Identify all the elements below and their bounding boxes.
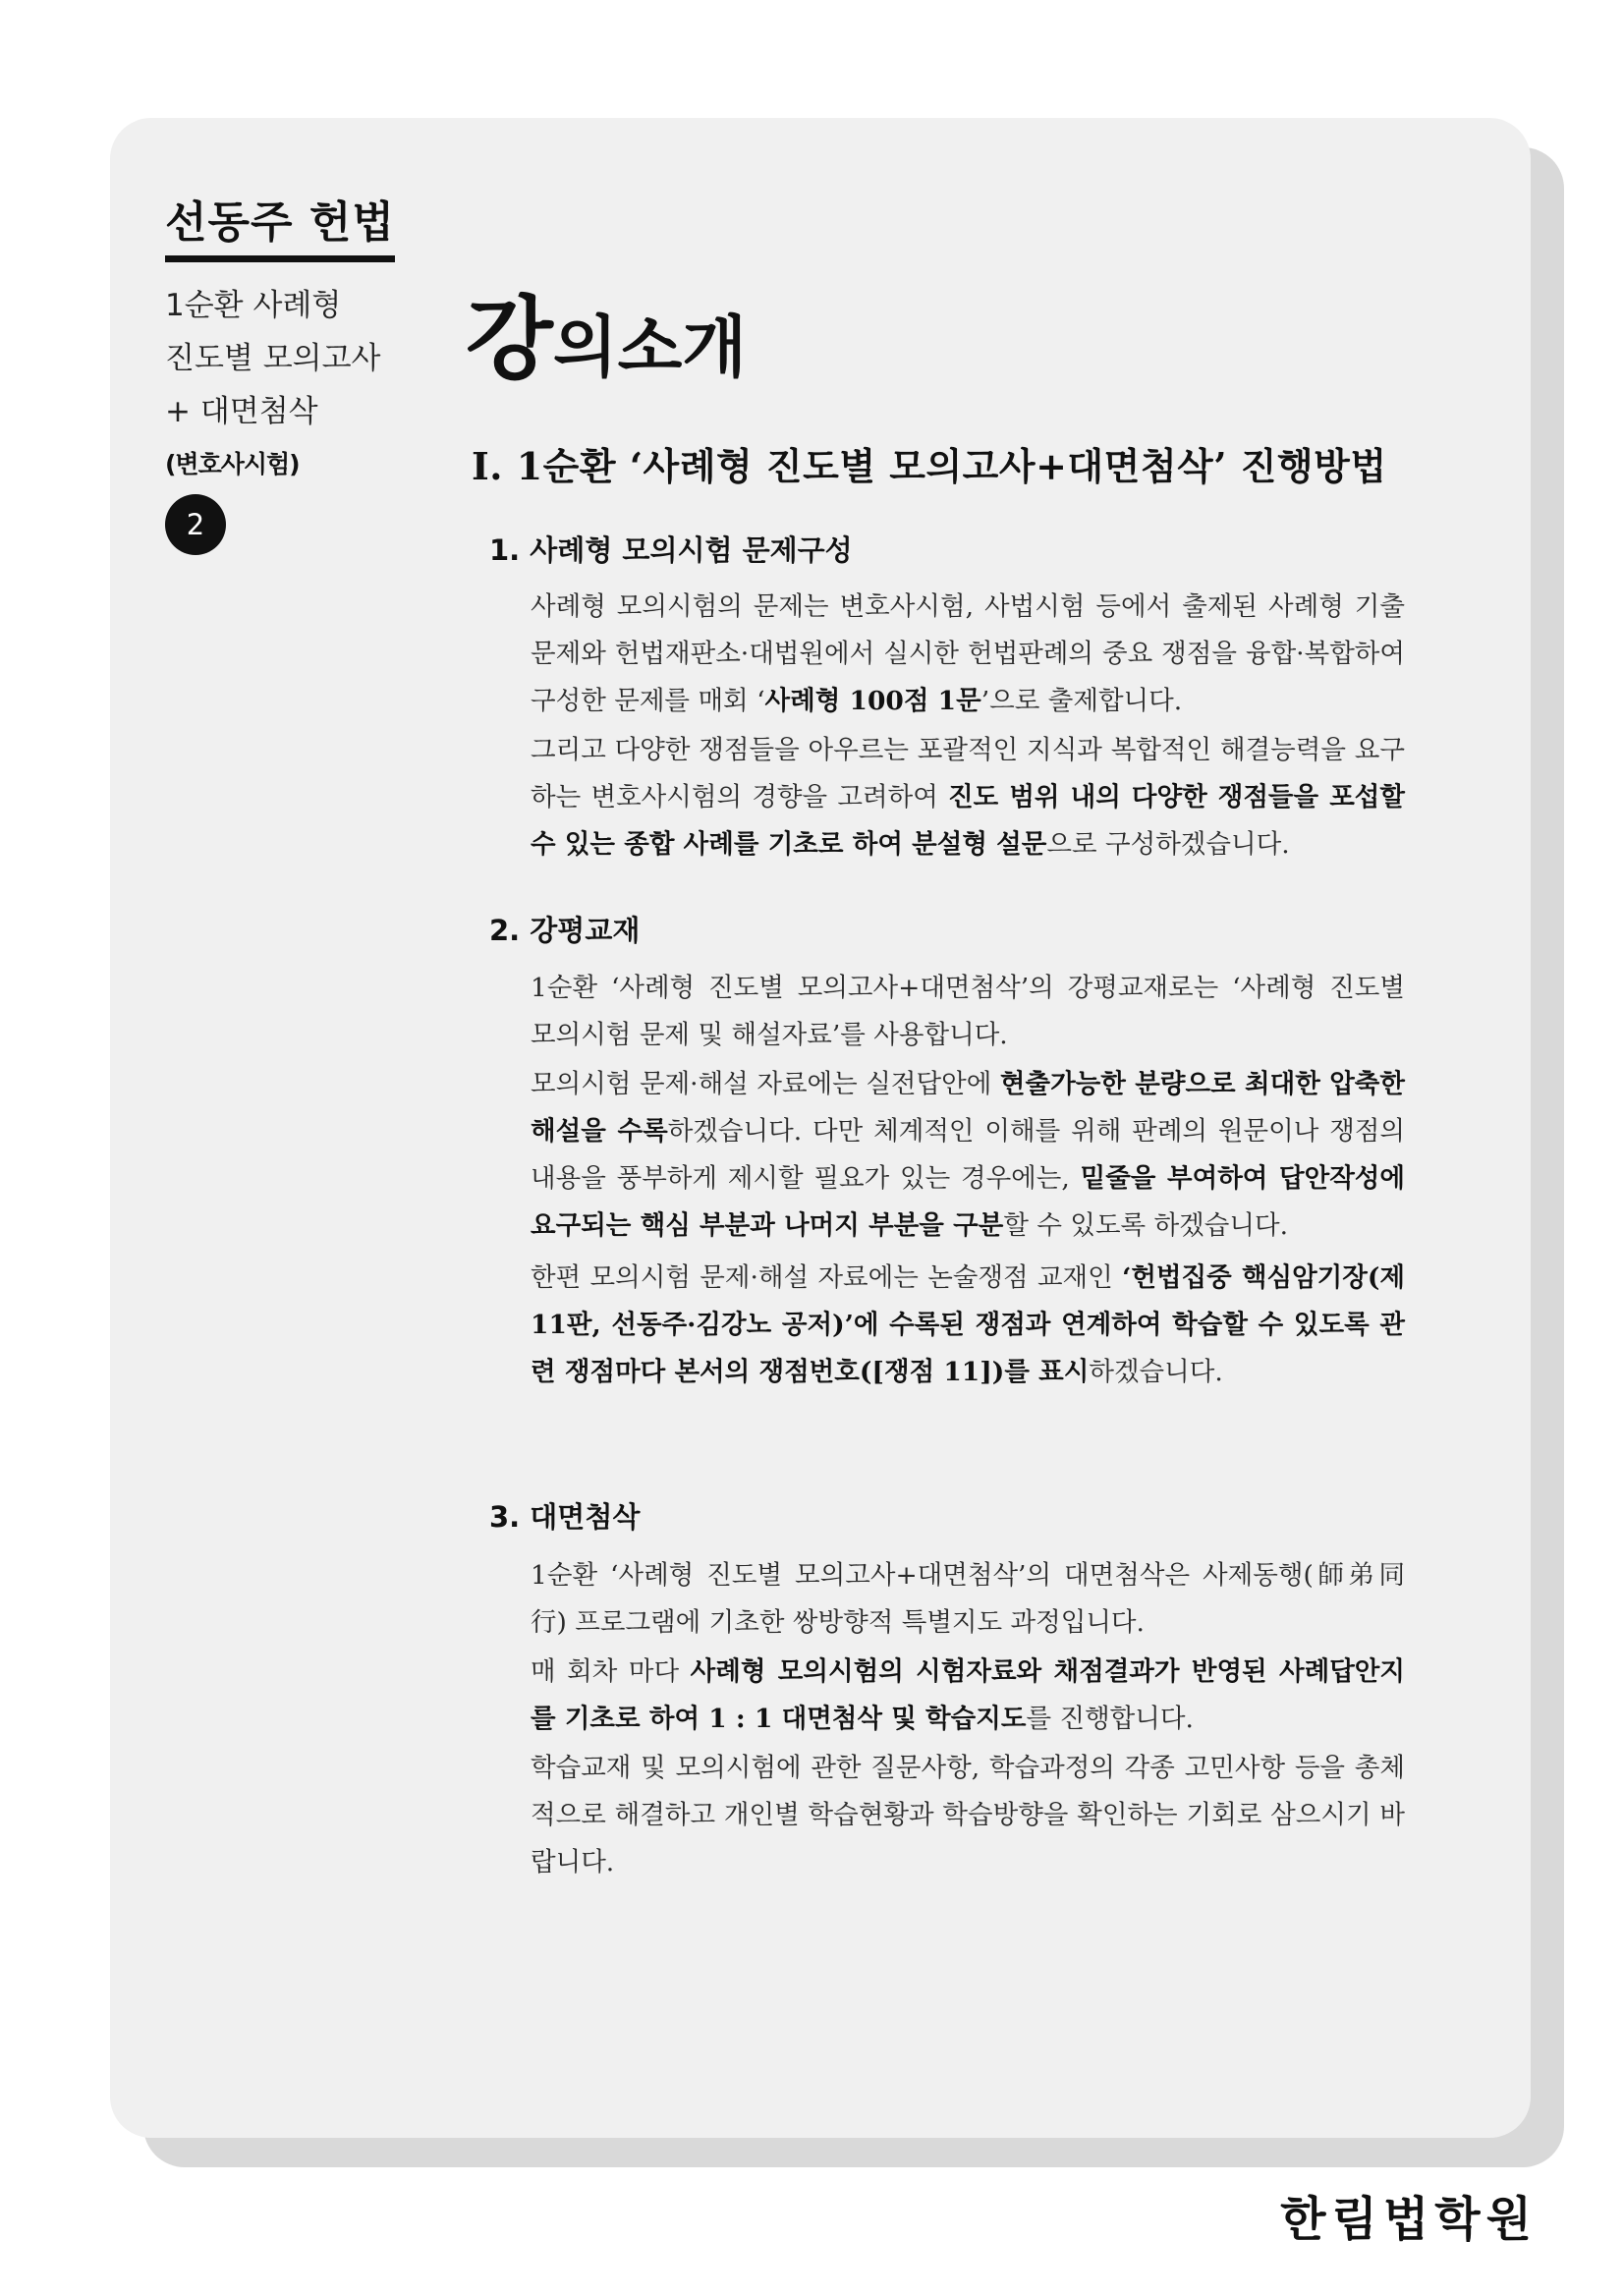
emphasis-text: 밑줄을 부여하여 답안작성에 요구되는 핵심 부분과 나머지 부분을 구분 <box>531 1163 1405 1241</box>
body-text: 1순환 ‘사례형 진도별 모의고사+대면첨삭’의 대면첨삭은 사제동행(師弟同行) 프로그램에 기초한 쌍방향적 특별지도 과정입니다. <box>531 1560 1405 1638</box>
paragraph <box>531 1649 1405 1743</box>
sidebar-line-1: 1순환 사례형 <box>165 288 342 323</box>
body-text: 사례형 모의시험의 문제는 변호사시험, 사법시험 등에서 출제된 사례형 기출문제와 헌법재판소·대법원에서 실시한 헌법판례의 중요 쟁점을 융합·복합하여 구성한 문제를 매회 ‘ <box>531 591 1405 716</box>
subsection-heading-1: 1. 사례형 모의시험 문제구성 <box>489 533 853 567</box>
paragraph <box>531 1552 1405 1647</box>
body-text: 하겠습니다. <box>1089 1357 1223 1387</box>
page-title <box>466 267 747 397</box>
body-text: 매 회차 마다 <box>531 1656 691 1687</box>
body-text: 학습교재 및 모의시험에 관한 질문사항, 학습과정의 각종 고민사항 등을 총체적으로 해결하고 개인별 학습현황과 학습방향을 확인하는 기회로 삼으시기 바랍니다. <box>531 1753 1405 1877</box>
body-text: 1순환 ‘사례형 진도별 모의고사+대면첨삭’의 강평교재로는 ‘사례형 진도별 모의시험 문제 및 해설자료’를 사용합니다. <box>531 973 1405 1050</box>
emphasis-text: 사례형 모의시험의 시험자료와 채점결과가 반영된 사례답안지를 기초로 하여 1 : 1 대면첨삭 및 학습지도 <box>531 1656 1405 1734</box>
sidebar-line-3: + 대면첨삭 <box>165 394 318 429</box>
emphasis-text: 진도 범위 내의 다양한 쟁점들을 포섭할 수 있는 종합 사례를 기초로 하여 분설형 설문 <box>531 782 1405 860</box>
subsection-heading-2: 2. 강평교재 <box>489 914 641 947</box>
sidebar-title: 선동주 헌법 <box>165 187 395 262</box>
emphasis-text: 사례형 100점 1문 <box>764 686 981 716</box>
body-text: 할 수 있도록 하겠습니다. <box>1003 1210 1288 1241</box>
page-badge: 2 <box>165 494 226 555</box>
body-text: 그리고 다양한 쟁점들을 아우르는 포괄적인 지식과 복합적인 해결능력을 요구하는 변호사시험의 경향을 고려하여 <box>531 735 1405 812</box>
body-text: 를 진행합니다. <box>1026 1704 1194 1734</box>
page-title-first-char: 강 <box>466 286 553 392</box>
paragraph <box>531 965 1405 1059</box>
footer-logo: 한림법학원 <box>1280 2192 1538 2247</box>
paragraph <box>531 1255 1405 1396</box>
page-title-rest: 의소개 <box>552 308 747 387</box>
emphasis-text: ‘헌법집중 핵심암기장(제11판, 선동주·김강노 공저)’에 수록된 쟁점과 연계하여 학습할 수 있도록 관련 쟁점마다 본서의 쟁점번호([쟁점 11])를 표시 <box>531 1262 1405 1387</box>
sidebar-note: (변호사시험) <box>165 450 300 478</box>
sidebar-line-2: 진도별 모의고사 <box>165 341 381 376</box>
subsection-heading-3: 3. 대면첨삭 <box>489 1500 641 1534</box>
paragraph <box>531 727 1405 868</box>
body-text: 모의시험 문제·해설 자료에는 실전답안에 <box>531 1069 1000 1099</box>
paragraph <box>531 1745 1405 1886</box>
body-text: 한편 모의시험 문제·해설 자료에는 논술쟁점 교재인 <box>531 1262 1123 1293</box>
body-text: ’으로 출제합니다. <box>980 686 1183 716</box>
body-text: 하겠습니다. 다만 체계적인 이해를 위해 판례의 원문이나 쟁점의 내용을 풍부하게 제시할 필요가 있는 경우에는, <box>531 1116 1405 1194</box>
emphasis-text: 현출가능한 분량으로 최대한 압축한 해설을 수록 <box>531 1069 1405 1147</box>
paragraph <box>531 1061 1405 1250</box>
sidebar <box>165 187 411 555</box>
paragraph <box>531 584 1405 725</box>
section-heading: Ⅰ. 1순환 ‘사례형 진도별 모의고사+대면첨삭’ 진행방법 <box>472 444 1387 488</box>
body-text: 으로 구성하겠습니다. <box>1046 829 1290 860</box>
